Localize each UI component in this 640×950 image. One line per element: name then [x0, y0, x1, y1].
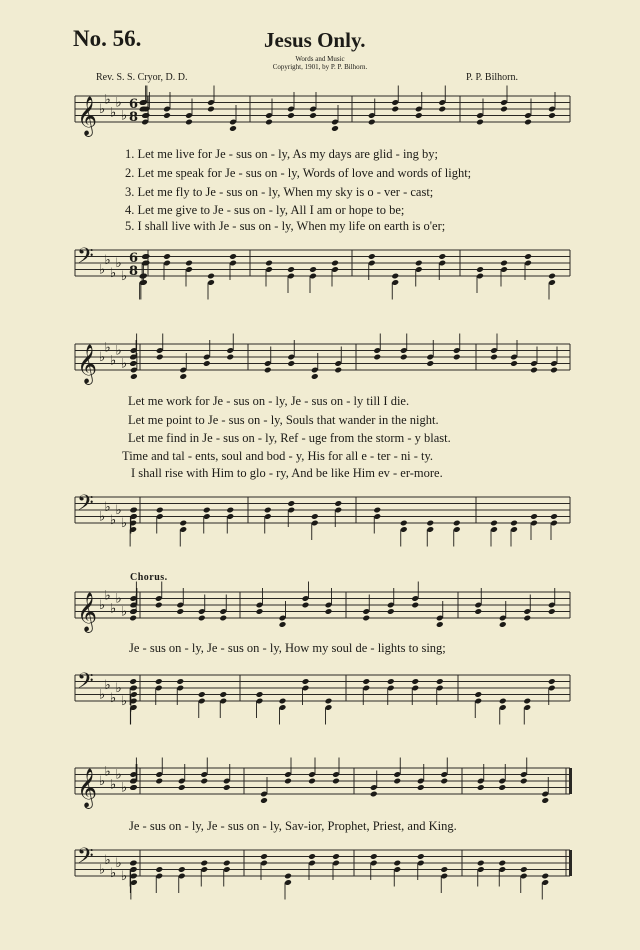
- flat-icon: ♭: [115, 681, 122, 696]
- flat-icon: ♭: [99, 509, 106, 525]
- flat-icon: ♭: [115, 767, 122, 783]
- verse-line: Time and tal - ents, soul and bod - y, His for all e - ter - ni - ty.: [122, 449, 434, 463]
- words-music-credit: Words and Music: [295, 55, 345, 63]
- flat-icon: ♭: [99, 262, 106, 278]
- note-chord: [155, 866, 163, 893]
- flat-icon: ♭: [110, 690, 117, 706]
- chorus-line: Je - sus on - ly, Je - sus on - ly, How my soul de - lights to sing;: [129, 641, 446, 655]
- flat-icon: ♭: [115, 856, 122, 871]
- treble-clef-icon: 𝄞: [77, 344, 98, 384]
- time-signature-top: 6: [129, 251, 139, 266]
- flat-icon: ♭: [121, 516, 128, 531]
- time-signature-top: 6: [129, 97, 139, 112]
- flat-icon: ♭: [121, 269, 128, 284]
- flat-icon: ♭: [104, 499, 111, 515]
- staff-lines: [75, 850, 570, 876]
- flat-icon: ♭: [104, 588, 111, 604]
- time-signature-bottom: 8: [129, 110, 139, 125]
- copyright-notice: Copyright, 1901, by P. P. Bilhorn.: [272, 63, 368, 71]
- hymn-number: No. 56.: [73, 26, 142, 51]
- treble-clef-icon: 𝄞: [77, 768, 98, 808]
- flat-icon: ♭: [121, 108, 128, 124]
- verse-line: Let me point to Je - sus on - ly, Souls that wander in the night.: [128, 413, 439, 427]
- flat-icon: ♭: [99, 687, 106, 703]
- flat-icon: ♭: [121, 780, 128, 796]
- verse-line: 3. Let me fly to Je - sus on - ly, When my sky is o - ver - cast;: [125, 185, 434, 199]
- flat-icon: ♭: [104, 252, 111, 268]
- bass-clef-icon: 𝄢: [77, 244, 94, 274]
- flat-icon: ♭: [115, 95, 122, 111]
- hymn-title: Jesus Only.: [264, 28, 366, 52]
- flat-icon: ♭: [115, 503, 122, 518]
- bass-clef-icon: 𝄢: [77, 491, 94, 521]
- note-chord: [284, 873, 292, 900]
- time-signature-bottom: 8: [129, 264, 139, 279]
- flat-icon: ♭: [115, 256, 122, 271]
- flat-icon: ♭: [110, 265, 117, 281]
- note-chord: [520, 866, 528, 893]
- note-chord: [477, 860, 485, 887]
- note-chord: [130, 873, 138, 900]
- flat-icon: ♭: [104, 92, 111, 108]
- flat-icon: ♭: [121, 604, 128, 620]
- flat-icon: ♭: [99, 102, 106, 117]
- note-chord: [498, 860, 506, 887]
- bass-clef-icon: 𝄢: [77, 669, 94, 699]
- note-chord: [393, 860, 401, 887]
- flat-icon: ♭: [121, 694, 128, 709]
- flat-icon: ♭: [110, 353, 117, 369]
- note-chord: [200, 860, 208, 887]
- flat-icon: ♭: [110, 601, 117, 617]
- treble-clef-icon: 𝄞: [77, 592, 98, 632]
- bass-clef-icon: 𝄢: [77, 844, 94, 874]
- chorus-label: Chorus.: [130, 572, 168, 583]
- verse-line: 5. I shall live with Je - sus on - ly, When my life on earth is o'er;: [125, 219, 446, 233]
- note-chord: [440, 866, 448, 893]
- flat-icon: ♭: [104, 852, 111, 868]
- composer-credit: P. P. Bilhorn.: [466, 72, 518, 83]
- verse-line: Let me work for Je - sus on - ly, Je - sus on - ly till I die.: [128, 394, 410, 408]
- flat-icon: ♭: [99, 862, 106, 878]
- note-chord: [541, 873, 549, 900]
- note-chord: [223, 860, 231, 887]
- note-chord: [178, 866, 186, 893]
- chorus-line: Je - sus on - ly, Je - sus on - ly, Sav-ior, Prophet, Priest, and King.: [129, 819, 457, 833]
- flat-icon: ♭: [99, 598, 106, 613]
- flat-icon: ♭: [121, 356, 128, 372]
- flat-icon: ♭: [104, 340, 111, 356]
- flat-icon: ♭: [115, 591, 122, 607]
- flat-icon: ♭: [110, 105, 117, 121]
- verse-line: Let me find in Je - sus on - ly, Ref - uge from the storm - y blast.: [128, 431, 451, 445]
- flat-icon: ♭: [99, 350, 106, 365]
- verse-line: 1. Let me live for Je - sus on - ly, As my days are glid - ing by;: [125, 147, 439, 161]
- treble-clef-icon: 𝄞: [77, 96, 98, 136]
- flat-icon: ♭: [115, 343, 122, 359]
- flat-icon: ♭: [104, 764, 111, 780]
- final-barline: [569, 850, 572, 876]
- flat-icon: ♭: [121, 869, 128, 884]
- flat-icon: ♭: [110, 512, 117, 528]
- flat-icon: ♭: [110, 865, 117, 881]
- verse-line: 4. Let me give to Je - sus on - ly, All I am or hope to be;: [125, 203, 405, 217]
- verse-line: 2. Let me speak for Je - sus on - ly, Words of love and words of light;: [125, 166, 472, 180]
- flat-icon: ♭: [110, 777, 117, 793]
- verse-line: I shall rise with Him to glo - ry, And be like Him ev - er-more.: [131, 466, 443, 480]
- author-credit: Rev. S. S. Cryor, D. D.: [96, 72, 188, 83]
- flat-icon: ♭: [99, 774, 106, 789]
- flat-icon: ♭: [104, 677, 111, 693]
